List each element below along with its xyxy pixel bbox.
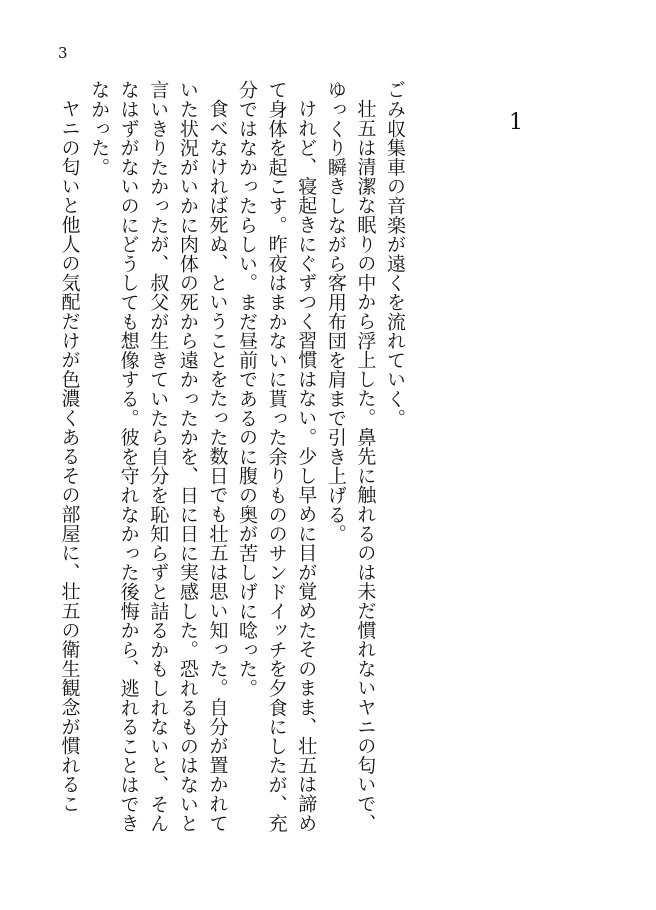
chapter-number: 1	[509, 110, 523, 135]
body-text	[54, 80, 409, 850]
page-number: 3	[58, 44, 68, 62]
paragraph-5: ヤニの匂いと他人の気配だけが色濃くあるその部屋に、壮五の衛生観念が慣れるこ	[58, 99, 81, 814]
paragraph-2: 壮五は清潔な眠りの中から浮上した。鼻先に触れるのは未だ慣れないヤニの匂いで、ゆっくり瞬きしながら客用布団を肩まで引き上げる。	[324, 80, 377, 833]
paragraph-3: けれど、寝起きにぐずつく習慣はない。少し早めに目が覚めたそのまま、壮五は諦めて身体を起こす。昨夜はまかないに貰った余りもののサンドイッチを夕食にしたが、充分ではなかったらしい。まだ昼前であるのに腹の奥が苦しげに唸った。	[236, 80, 318, 833]
paragraph-1: ごみ収集車の音楽が遠くを流れていく。	[384, 80, 406, 428]
paragraph-4: 食べなければ死ぬ、ということをたった数日でも壮五は思い知った。自分が置かれていた状況がいかに肉体の死から遠かったかを、日に日に実感した。恐れるものはないと言いきりたかったが、叔父が生きていたら自分を恥知らずと詰るかもしれないと、そんなはずがないのにどうしても想像する。彼を守れなかった後悔から、逃れることはできなかった。	[88, 80, 229, 833]
